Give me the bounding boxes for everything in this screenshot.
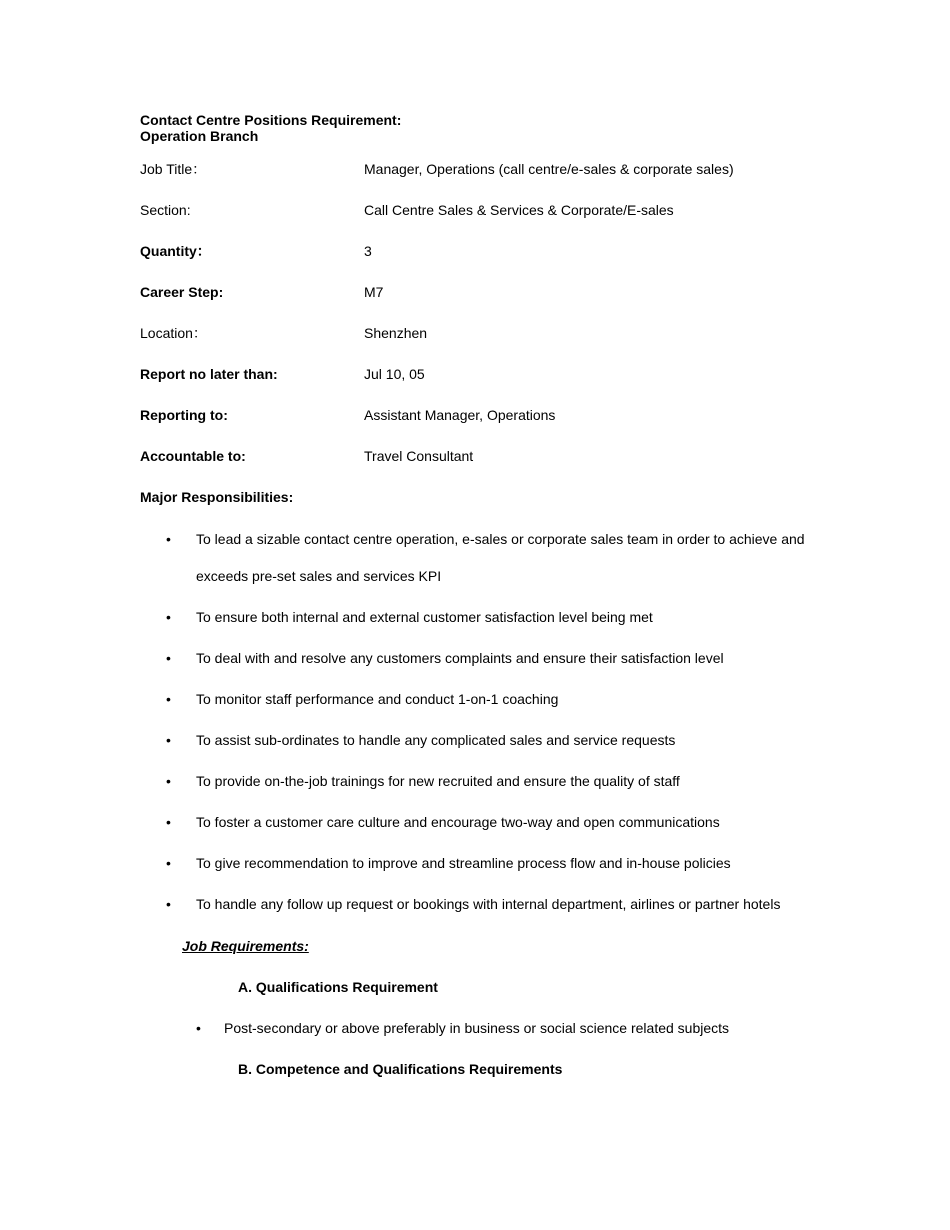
competence-heading: B. Competence and Qualifications Requirements bbox=[238, 1061, 563, 1077]
bullet-icon: • bbox=[166, 855, 171, 871]
quantity-label: Quantity： bbox=[140, 243, 211, 259]
accountable-to-value: Travel Consultant bbox=[364, 448, 474, 464]
section-value: Call Centre Sales & Services & Corporate/E-sales bbox=[364, 202, 674, 218]
responsibility-item: To foster a customer care culture and encourage two-way and open communications bbox=[196, 814, 720, 830]
location-label: Location： bbox=[140, 325, 207, 341]
report-by-label: Report no later than: bbox=[140, 366, 278, 382]
job-requirements-heading: Job Requirements: bbox=[182, 938, 309, 954]
career-step-value: M7 bbox=[364, 284, 384, 300]
responsibility-item: To handle any follow up request or bookings with internal department, airlines or partner hotels bbox=[196, 896, 781, 912]
qualifications-heading: A. Qualifications Requirement bbox=[238, 979, 438, 995]
job-title-label: Job Title： bbox=[140, 161, 207, 177]
responsibility-item: To ensure both internal and external customer satisfaction level being met bbox=[196, 609, 653, 625]
accountable-to-label: Accountable to: bbox=[140, 448, 246, 464]
quantity-value: 3 bbox=[364, 243, 372, 259]
bullet-icon: • bbox=[196, 1020, 201, 1036]
bullet-icon: • bbox=[166, 691, 171, 707]
bullet-icon: • bbox=[166, 531, 171, 547]
location-value: Shenzhen bbox=[364, 325, 428, 341]
document-title: Contact Centre Positions Requirement: bbox=[140, 112, 402, 128]
career-step-label: Career Step: bbox=[140, 284, 224, 300]
responsibility-item: To give recommendation to improve and streamline process flow and in-house policies bbox=[196, 855, 731, 871]
responsibility-item: To assist sub-ordinates to handle any complicated sales and service requests bbox=[196, 732, 676, 748]
responsibility-item-continuation: exceeds pre-set sales and services KPI bbox=[196, 568, 442, 584]
responsibility-item: To deal with and resolve any customers complaints and ensure their satisfaction level bbox=[196, 650, 724, 666]
responsibility-item: To monitor staff performance and conduct 1-on-1 coaching bbox=[196, 691, 559, 707]
bullet-icon: • bbox=[166, 732, 171, 748]
qualification-item: Post-secondary or above preferably in business or social science related subjects bbox=[224, 1020, 730, 1036]
bullet-icon: • bbox=[166, 609, 171, 625]
reporting-to-value: Assistant Manager, Operations bbox=[364, 407, 556, 423]
bullet-icon: • bbox=[166, 814, 171, 830]
job-title-value: Manager, Operations (call centre/e-sales & corporate sales) bbox=[364, 161, 734, 177]
responsibility-item: To provide on-the-job trainings for new recruited and ensure the quality of staff bbox=[196, 773, 680, 789]
reporting-to-label: Reporting to: bbox=[140, 407, 228, 423]
document-subtitle: Operation Branch bbox=[140, 128, 259, 144]
bullet-icon: • bbox=[166, 773, 171, 789]
report-by-value: Jul 10, 05 bbox=[364, 366, 425, 382]
responsibility-item: To lead a sizable contact centre operation, e-sales or corporate sales team in order to achieve and bbox=[196, 531, 805, 547]
responsibilities-heading: Major Responsibilities: bbox=[140, 489, 294, 505]
bullet-icon: • bbox=[166, 896, 171, 912]
section-label: Section: bbox=[140, 202, 191, 218]
bullet-icon: • bbox=[166, 650, 171, 666]
